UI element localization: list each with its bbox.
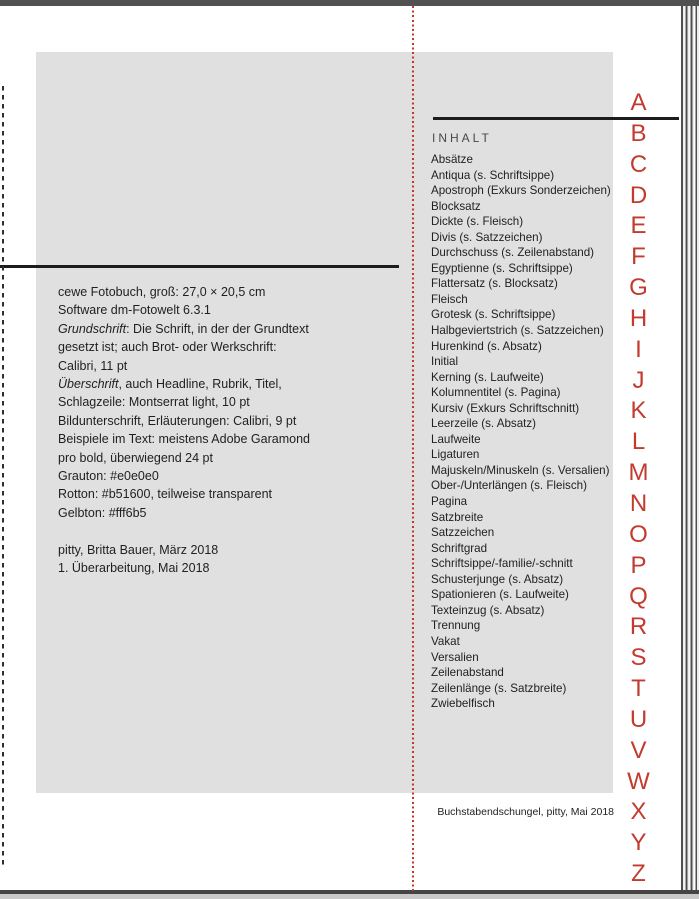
colophon-text-segment: Beispiele im Text: meistens Adobe Garamond	[58, 432, 310, 447]
alphabet-letter: I	[635, 335, 642, 363]
colophon-text-segment: , auch Headline, Rubrik, Titel,	[118, 377, 282, 392]
top-border	[0, 0, 699, 6]
alphabet-letter: T	[631, 675, 646, 703]
inhalt-item: Satzzeichen	[431, 526, 495, 540]
colophon-line	[58, 393, 378, 411]
alphabet-letter: D	[629, 181, 648, 209]
fold-dotted-line	[412, 6, 414, 891]
inhalt-item: Ligaturen	[431, 448, 480, 462]
inhalt-item: Schriftsippe/-familie/-schnitt	[431, 557, 573, 571]
colophon-text-segment: pro bold, überwiegend 24 pt	[58, 450, 213, 465]
inhalt-item: Satzbreite	[431, 510, 484, 524]
inhalt-item: Ober-/Unterlängen (s. Fleisch)	[431, 479, 587, 493]
colophon-line	[58, 320, 378, 338]
colophon-text-segment: Schlagzeile: Montserrat light, 10 pt	[58, 395, 250, 410]
alphabet-index	[620, 88, 657, 890]
colophon-line	[58, 559, 378, 577]
inhalt-item: Majuskeln/Minuskeln (s. Versalien)	[431, 463, 610, 477]
alphabet-letter: O	[629, 520, 648, 548]
colophon-text-segment: Rotton: #b51600, teilweise transparent	[58, 487, 273, 502]
colophon-line	[58, 430, 378, 448]
alphabet-letter: C	[629, 150, 648, 178]
inhalt-item: Initial	[431, 355, 459, 369]
colophon-line	[58, 541, 378, 559]
inhalt-item: Absätze	[431, 153, 473, 166]
colophon-line	[58, 283, 378, 301]
alphabet-letter: B	[630, 119, 647, 147]
inhalt-item: Zeilenabstand	[431, 666, 504, 680]
colophon-text-segment: gesetzt ist; auch Brot- oder Werkschrift:	[58, 340, 277, 355]
alphabet-letter: L	[631, 428, 646, 456]
colophon-line	[58, 467, 378, 485]
colophon-text-segment: Software dm-Fotowelt 6.3.1	[58, 303, 211, 318]
inhalt-item: Fleisch	[431, 292, 468, 306]
alphabet-letter: J	[632, 366, 645, 394]
alphabet-letter: A	[630, 89, 647, 116]
alphabet-letter: M	[628, 459, 649, 487]
colophon-line	[58, 504, 378, 522]
alphabet-letter: W	[627, 767, 650, 795]
colophon-text-segment: Grauton: #e0e0e0	[58, 469, 159, 484]
colophon-text-segment: Bildunterschrift, Erläuterungen: Calibri, 9 pt	[58, 413, 297, 428]
alphabet-letter: G	[629, 274, 648, 302]
colophon-term-italic: Grundschrift	[58, 321, 127, 336]
colophon-text-segment: : Die Schrift, in der der Grundtext	[126, 321, 309, 336]
inhalt-item: Antiqua (s. Schriftsippe)	[431, 168, 555, 182]
inhalt-item: Egyptienne (s. Schriftsippe)	[431, 261, 573, 275]
inhalt-item: Laufweite	[431, 432, 481, 446]
inhalt-item: Schriftgrad	[431, 541, 488, 555]
inhalt-item: Flattersatz (s. Blocksatz)	[431, 277, 558, 291]
inhalt-item: Schusterjunge (s. Absatz)	[431, 572, 564, 586]
inhalt-item: Vakat	[431, 634, 460, 648]
inhalt-item: Zeilenlänge (s. Satzbreite)	[431, 681, 567, 695]
inhalt-item: Divis (s. Satzzeichen)	[431, 230, 543, 244]
inhalt-item: Dickte (s. Fleisch)	[431, 215, 524, 229]
colophon-line	[58, 357, 378, 375]
alphabet-letter: Y	[630, 829, 647, 857]
colophon-line	[58, 449, 378, 467]
colophon-text-segment: cewe Fotobuch, groß: 27,0 × 20,5 cm	[58, 285, 266, 299]
colophon-text-segment: Calibri, 11 pt	[58, 358, 128, 373]
alphabet-letter: N	[629, 489, 648, 517]
colophon-term-italic: Überschrift	[58, 377, 119, 392]
inhalt-item: Durchschuss (s. Zeilenabstand)	[431, 246, 595, 260]
inhalt-item: Trennung	[431, 619, 481, 633]
alphabet-letter: F	[631, 243, 646, 271]
caption: Buchstabendschungel, pitty, Mai 2018	[437, 806, 614, 818]
inhalt-item: Versalien	[431, 650, 479, 664]
alphabet-letter: S	[630, 644, 647, 672]
colophon-line	[58, 301, 378, 319]
alphabet-letter: E	[630, 212, 647, 240]
colophon-line	[58, 522, 378, 540]
inhalt-item: Kursiv (Exkurs Schriftschnitt)	[431, 401, 580, 415]
inhalt-item: Blocksatz	[431, 199, 481, 213]
inhalt-item: Hurenkind (s. Absatz)	[431, 339, 542, 353]
alphabet-letter: R	[629, 613, 648, 641]
colophon-line	[58, 375, 378, 393]
colophon-text	[58, 283, 378, 578]
inhalt-item: Zwiebelfisch	[431, 697, 495, 711]
alphabet-letter: U	[629, 705, 648, 733]
inhalt-item: Leerzeile (s. Absatz)	[431, 417, 537, 431]
colophon-line	[58, 338, 378, 356]
inhalt-item: Grotesk (s. Schriftsippe)	[431, 308, 556, 322]
alphabet-letter: P	[630, 551, 647, 579]
left-page-rule	[0, 265, 399, 268]
alphabet-letter: Q	[629, 582, 648, 610]
colophon-text-segment: pitty, Britta Bauer, März 2018	[58, 542, 219, 557]
inhalt-item: Texteinzug (s. Absatz)	[431, 603, 545, 617]
alphabet-letter: Z	[631, 860, 646, 888]
alphabet-letter: K	[630, 397, 647, 425]
inhalt-heading: INHALT	[432, 131, 492, 145]
inhalt-item: Pagina	[431, 495, 468, 509]
inhalt-item: Kerning (s. Laufweite)	[431, 370, 544, 384]
alphabet-letter: X	[630, 798, 647, 826]
bottom-border-shadow	[0, 894, 699, 899]
book-page-edge-lines	[680, 6, 699, 890]
alphabet-letter: V	[630, 736, 647, 764]
inhalt-item: Spationieren (s. Laufweite)	[431, 588, 569, 602]
colophon-text-segment: 1. Überarbeitung, Mai 2018	[58, 561, 210, 576]
inhalt-item: Apostroph (Exkurs Sonderzeichen)	[431, 184, 611, 198]
inhalt-item: Halbgeviertstrich (s. Satzzeichen)	[431, 324, 604, 338]
inhalt-item: Kolumnentitel (s. Pagina)	[431, 386, 561, 400]
left-trim-dashed-line	[2, 86, 4, 865]
colophon-text-segment: Gelbton: #fff6b5	[58, 505, 147, 520]
colophon-line	[58, 412, 378, 430]
inhalt-list	[431, 152, 616, 712]
alphabet-letter: H	[629, 304, 648, 332]
colophon-line	[58, 485, 378, 503]
